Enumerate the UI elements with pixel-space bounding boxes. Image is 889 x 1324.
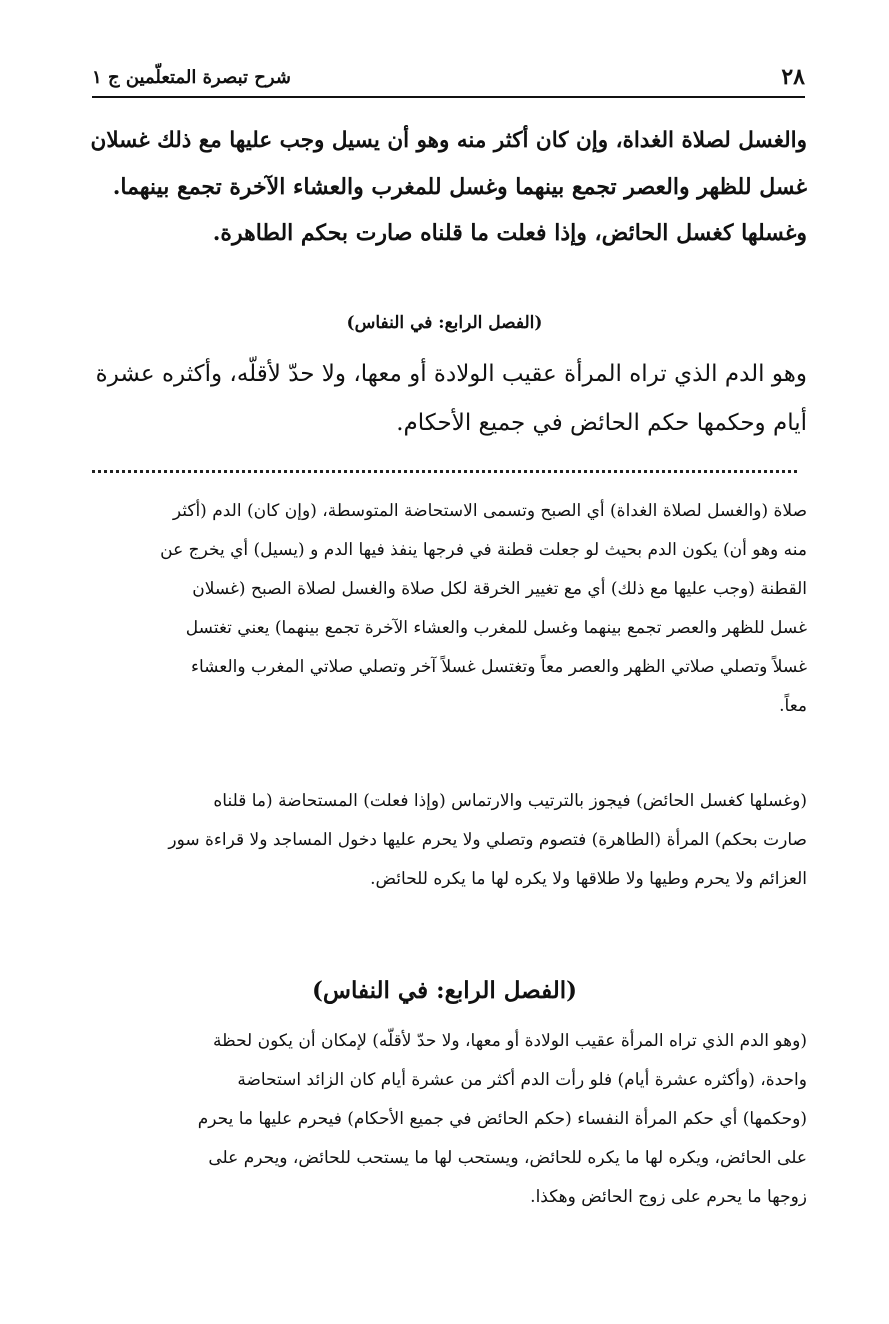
- commentary-line: على الحائض، ويكره لها ما يكره للحائض، ويستحب لها ما يستحب للحائض، ويحرم على: [208, 1148, 807, 1168]
- section-matn-text: [78, 350, 807, 448]
- matn-line: أيام وحكمها حكم الحائض في جميع الأحكام.: [396, 410, 807, 436]
- commentary-line: زوجها ما يحرم على زوج الحائض وهكذا.: [530, 1187, 807, 1207]
- matn-line: وغسلها كغسل الحائض، وإذا فعلت ما قلناه صارت بحكم الطاهرة.: [212, 220, 807, 246]
- commentary-paragraph-2: [78, 782, 807, 899]
- commentary-paragraph-1: [78, 492, 807, 726]
- commentary-line: منه وهو أن) يكون الدم بحيث لو جعلت قطنة في فرجها ينفذ فيها الدم و (يسيل) أي يخرج عن: [160, 540, 807, 560]
- commentary-line: واحدة، (وأكثره عشرة أيام) فلو رأت الدم أكثر من عشرة أيام كان الزائد استحاضة: [237, 1070, 807, 1090]
- dotted-separator: [92, 456, 797, 473]
- matn-line: والغسل لصلاة الغداة، وإن كان أكثر منه وهو أن يسيل وجب عليها مع ذلك غسلان: [90, 128, 807, 153]
- running-title: شرح تبصرة المتعلّمين ج ١: [92, 66, 291, 88]
- page-header: [92, 58, 805, 98]
- section-title-matn: (الفصل الرابع: في النفاس): [346, 313, 543, 333]
- commentary-line: غسل للظهر والعصر تجمع بينهما وغسل للمغرب والعشاء الآخرة تجمع بينهما) يعني تغتسل: [185, 618, 807, 638]
- commentary-line: صلاة (والغسل لصلاة الغداة) أي الصبح وتسمى الاستحاضة المتوسطة، (وإن كان) الدم (أكثر: [172, 501, 807, 521]
- page-number: ٢٨: [781, 64, 805, 90]
- commentary-line: (وغسلها كغسل الحائض) فيجوز بالترتيب والارتماس (وإذا فعلت) المستحاضة (ما قلناه: [213, 791, 807, 811]
- matn-line: وهو الدم الذي تراه المرأة عقيب الولادة أو معها، ولا حدّ لأقلّه، وأكثره عشرة: [95, 361, 807, 387]
- commentary-paragraph-3: [78, 1022, 807, 1217]
- commentary-line: (وحكمها) أي حكم المرأة النفساء (حكم الحائض في جميع الأحكام) فيحرم عليها ما يحرم: [197, 1109, 807, 1129]
- matn-line: غسل للظهر والعصر تجمع بينهما وغسل للمغرب والعشاء الآخرة تجمع بينهما.: [112, 174, 807, 200]
- section-title-commentary: (الفصل الرابع: في النفاس): [311, 977, 578, 1004]
- commentary-line: القطنة (وجب عليها مع ذلك) أي مع تغيير الخرقة لكل صلاة والغسل لصلاة الصبح (غسلان: [192, 579, 807, 599]
- commentary-line: صارت بحكم) المرأة (الطاهرة) فتصوم وتصلي ولا يحرم عليها دخول المساجد ولا قراءة سور: [168, 830, 807, 850]
- matn-continuation: [78, 118, 807, 256]
- commentary-line: معاً.: [779, 696, 807, 716]
- commentary-line: العزائم ولا يحرم وطيها ولا طلاقها ولا يكره لها ما يكره للحائض.: [370, 869, 807, 889]
- commentary-line: غسلاً وتصلي صلاتي الظهر والعصر معاً وتغتسل غسلاً آخر وتصلي صلاتي المغرب والعشاء: [190, 657, 807, 677]
- commentary-line: (وهو الدم الذي تراه المرأة عقيب الولادة أو معها، ولا حدّ لأقلّه) لإمكان أن يكون لحظة: [213, 1031, 807, 1051]
